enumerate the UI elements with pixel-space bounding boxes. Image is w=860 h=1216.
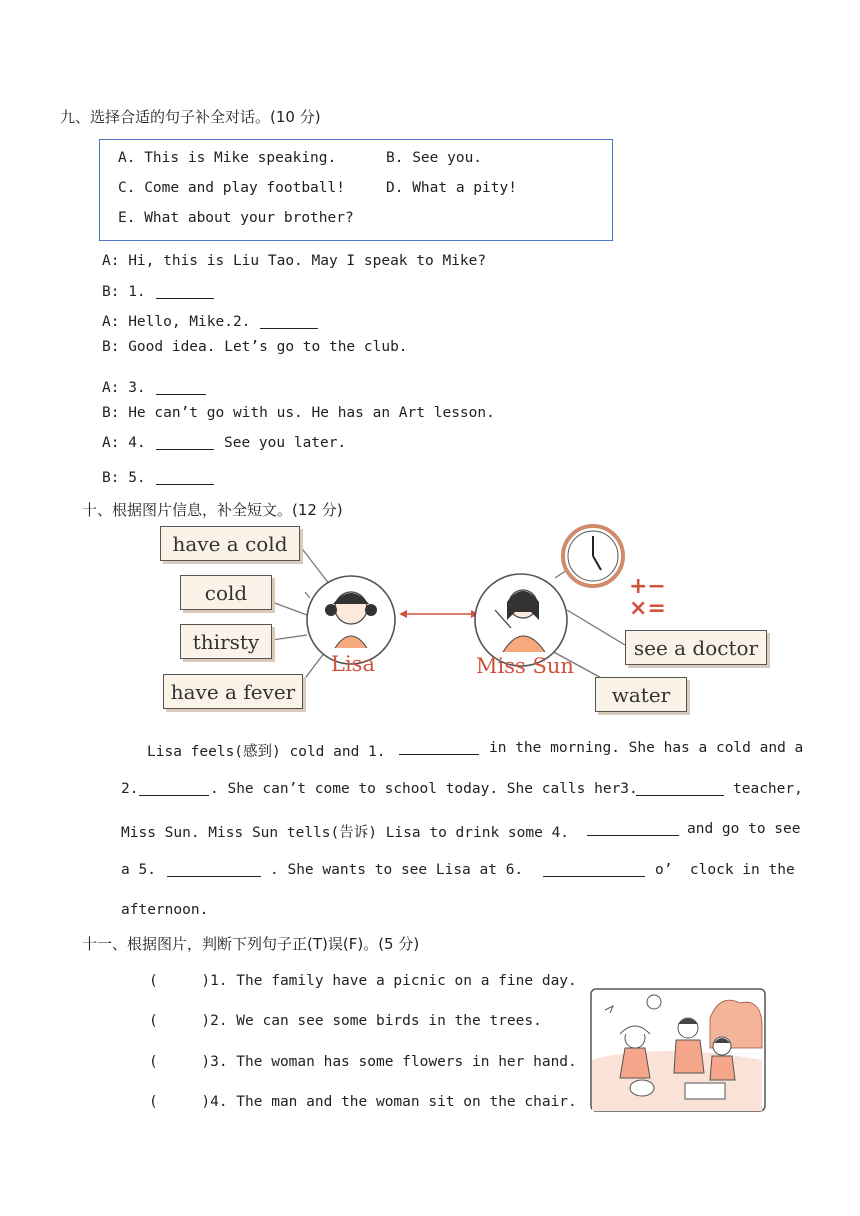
passage-line-2a: 2. xyxy=(121,781,139,797)
passage-blank-4[interactable] xyxy=(587,822,679,836)
answer-blank-5[interactable] xyxy=(156,471,214,485)
dialogue-line-4: B: Good idea. Let’s go to the club. xyxy=(102,339,408,355)
passage-line-5: afternoon. xyxy=(121,902,209,918)
answer-blank-1[interactable] xyxy=(156,285,214,299)
label-miss-sun: Miss Sun xyxy=(476,654,574,678)
picture-illness xyxy=(155,520,773,720)
passage-line-2b: . She can’t come to school today. She calls her3. xyxy=(210,781,638,797)
passage-line-1b: in the morning. She has a cold and a xyxy=(489,740,804,756)
dialogue-line-7-tail: See you later. xyxy=(224,435,347,451)
dialogue-line-1: A: Hi, this is Liu Tao. May I speak to Mike? xyxy=(102,253,487,269)
option-b: B. See you. xyxy=(386,150,483,166)
tf-item-2: ( )2. We can see some birds in the trees. xyxy=(149,1013,542,1029)
passage-blank-5[interactable] xyxy=(167,863,261,877)
math-symbols-icon xyxy=(629,576,666,620)
option-a: A. This is Mike speaking. xyxy=(118,150,337,166)
passage-line-2c: teacher, xyxy=(733,781,803,797)
section9-heading: 九、选择合适的句子补全对话。(10 分) xyxy=(60,108,321,126)
dialogue-line-3: A: Hello, Mike.2. xyxy=(102,314,251,330)
option-c: C. Come and play football! xyxy=(118,180,345,196)
tag-thirsty: thirsty xyxy=(180,624,272,659)
passage-line-3a: Miss Sun. Miss Sun tells(告诉) Lisa to drink some 4. xyxy=(121,825,570,841)
label-lisa: Lisa xyxy=(331,652,375,676)
passage-line-1a: Lisa feels(感到) cold and 1. xyxy=(147,744,386,760)
tf-item-3: ( )3. The woman has some flowers in her hand. xyxy=(149,1054,577,1070)
answer-blank-3[interactable] xyxy=(156,381,206,395)
picnic-picture xyxy=(590,988,766,1112)
passage-line-4b: . She wants to see Lisa at 6. xyxy=(270,862,524,878)
tag-cold: cold xyxy=(180,575,272,610)
tag-have-a-cold: have a cold xyxy=(160,526,300,561)
option-d: D. What a pity! xyxy=(386,180,517,196)
tag-water: water xyxy=(595,677,687,712)
dialogue-line-7: A: 4. xyxy=(102,435,146,451)
section11-heading: 十一、根据图片，判断下列句子正(T)误(F)。(5 分) xyxy=(82,935,420,953)
tf-item-4: ( )4. The man and the woman sit on the chair. xyxy=(149,1094,577,1110)
tag-have-a-fever: have a fever xyxy=(163,674,303,709)
math-symbol-plus-minus: +− xyxy=(629,574,666,599)
section10-heading: 十、根据图片信息，补全短文。(12 分) xyxy=(82,501,343,519)
passage-blank-2[interactable] xyxy=(139,782,209,796)
answer-blank-2[interactable] xyxy=(260,315,318,329)
passage-line-4c: o’ clock in the xyxy=(655,862,795,878)
tf-item-1: ( )1. The family have a picnic on a fine day. xyxy=(149,973,577,989)
math-symbol-times-equals: ×= xyxy=(629,596,666,621)
dialogue-line-2: B: 1. xyxy=(102,284,146,300)
passage-blank-3[interactable] xyxy=(636,782,724,796)
passage-blank-6[interactable] xyxy=(543,863,645,877)
passage-blank-1[interactable] xyxy=(399,741,479,755)
dialogue-line-5: A: 3. xyxy=(102,380,146,396)
dialogue-line-6: B: He can’t go with us. He has an Art lesson. xyxy=(102,405,495,421)
dialogue-line-8: B: 5. xyxy=(102,470,146,486)
picnic-illustration xyxy=(590,988,766,1112)
tag-see-a-doctor: see a doctor xyxy=(625,630,767,665)
answer-blank-4[interactable] xyxy=(156,436,214,450)
option-e: E. What about your brother? xyxy=(118,210,354,226)
passage-line-3b: and go to see xyxy=(687,821,801,837)
passage-line-4a: a 5. xyxy=(121,862,156,878)
